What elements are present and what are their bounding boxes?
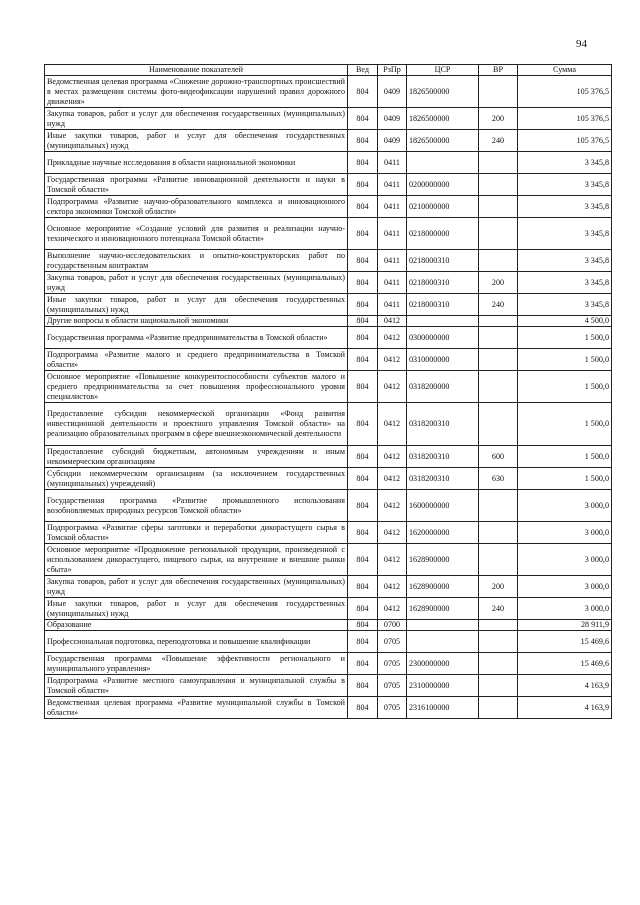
cell-rzpr: 0412: [378, 349, 407, 371]
cell-name: Подпрограмма «Развитие сферы заготовки и переработки дикорастущего сырья в Томской области»: [45, 522, 348, 544]
cell-vr: 630: [479, 468, 518, 490]
cell-csr: 0300000000: [407, 327, 479, 349]
cell-name: Иные закупки товаров, работ и услуг для обеспечения государственных (муниципальных) нужд: [45, 294, 348, 316]
table-row: [45, 294, 612, 316]
cell-sum: 3 000,0: [518, 490, 612, 522]
cell-rzpr: 0700: [378, 620, 407, 631]
cell-csr: 0200000000: [407, 174, 479, 196]
table-row: [45, 196, 612, 218]
cell-vr: 240: [479, 130, 518, 152]
cell-csr: 0218000310: [407, 250, 479, 272]
cell-csr: 0318200310: [407, 468, 479, 490]
cell-name: Подпрограмма «Развитие малого и среднего предпринимательства в Томской области»: [45, 349, 348, 371]
cell-csr: 2316100000: [407, 697, 479, 719]
table-row: [45, 598, 612, 620]
table-row: [45, 371, 612, 403]
cell-ved: 804: [348, 403, 378, 446]
cell-name: Иные закупки товаров, работ и услуг для обеспечения государственных (муниципальных) нужд: [45, 598, 348, 620]
cell-vr: [479, 327, 518, 349]
cell-name: Предоставление субсидий бюджетным, автономным учреждениям и иным некоммерческим организациям: [45, 446, 348, 468]
cell-sum: 105 376,5: [518, 130, 612, 152]
table-row: [45, 490, 612, 522]
cell-sum: 4 163,9: [518, 697, 612, 719]
cell-vr: [479, 316, 518, 327]
cell-csr: [407, 152, 479, 174]
cell-ved: 804: [348, 349, 378, 371]
header-vr: ВР: [479, 65, 518, 76]
cell-sum: 3 000,0: [518, 544, 612, 576]
table-row: [45, 174, 612, 196]
cell-sum: 3 000,0: [518, 522, 612, 544]
cell-vr: [479, 697, 518, 719]
cell-vr: [479, 152, 518, 174]
cell-name: Основное мероприятие «Повышение конкурентоспособности субъектов малого и среднего предпринимательства за счет повышения профессионального уровня специалистов»: [45, 371, 348, 403]
cell-sum: 4 500,0: [518, 316, 612, 327]
cell-rzpr: 0411: [378, 218, 407, 250]
cell-name: Закупка товаров, работ и услуг для обеспечения государственных (муниципальных) нужд: [45, 108, 348, 130]
cell-sum: 3 000,0: [518, 598, 612, 620]
cell-name: Подпрограмма «Развитие научно-образовательного комплекса и инновационного сектора экономики Томской области»: [45, 196, 348, 218]
cell-vr: [479, 653, 518, 675]
table-row: [45, 327, 612, 349]
cell-ved: 804: [348, 598, 378, 620]
cell-csr: [407, 620, 479, 631]
header-name: Наименование показателей: [45, 65, 348, 76]
cell-rzpr: 0705: [378, 631, 407, 653]
cell-name: Государственная программа «Повышение эффективности регионального и муниципального управления»: [45, 653, 348, 675]
cell-name: Иные закупки товаров, работ и услуг для обеспечения государственных (муниципальных) нужд: [45, 130, 348, 152]
table-row: [45, 108, 612, 130]
table-row: [45, 316, 612, 327]
table-row: [45, 218, 612, 250]
cell-vr: [479, 490, 518, 522]
table-row: [45, 631, 612, 653]
cell-ved: 804: [348, 316, 378, 327]
cell-name: Профессиональная подготовка, переподготовка и повышение квалификации: [45, 631, 348, 653]
cell-sum: 105 376,5: [518, 76, 612, 108]
cell-csr: 1600000000: [407, 490, 479, 522]
cell-ved: 804: [348, 446, 378, 468]
cell-name: Закупка товаров, работ и услуг для обеспечения государственных (муниципальных) нужд: [45, 272, 348, 294]
cell-vr: [479, 544, 518, 576]
cell-sum: 105 376,5: [518, 108, 612, 130]
cell-ved: 804: [348, 272, 378, 294]
cell-csr: 1620000000: [407, 522, 479, 544]
header-ved: Вед: [348, 65, 378, 76]
table-row: [45, 130, 612, 152]
cell-vr: [479, 403, 518, 446]
cell-vr: 200: [479, 576, 518, 598]
cell-csr: 2310000000: [407, 675, 479, 697]
cell-sum: 15 469,6: [518, 631, 612, 653]
cell-rzpr: 0411: [378, 196, 407, 218]
cell-ved: 804: [348, 653, 378, 675]
cell-csr: 0218000310: [407, 294, 479, 316]
cell-name: Основное мероприятие «Создание условий для развития и реализации научно-технического и инновационного потенциала Томской области»: [45, 218, 348, 250]
cell-ved: 804: [348, 371, 378, 403]
cell-rzpr: 0705: [378, 675, 407, 697]
cell-name: Прикладные научные исследования в области национальной экономики: [45, 152, 348, 174]
cell-rzpr: 0412: [378, 490, 407, 522]
cell-vr: 200: [479, 108, 518, 130]
cell-name: Подпрограмма «Развитие местного самоуправления и муниципальной службы в Томской области»: [45, 675, 348, 697]
page-number: 94: [576, 38, 587, 50]
cell-vr: [479, 174, 518, 196]
table-row: [45, 250, 612, 272]
table-row: [45, 403, 612, 446]
cell-vr: [479, 631, 518, 653]
table-row: [45, 544, 612, 576]
cell-vr: [479, 250, 518, 272]
cell-rzpr: 0409: [378, 130, 407, 152]
cell-ved: 804: [348, 250, 378, 272]
cell-name: Выполнение научно-исследовательских и опытно-конструкторских работ по государственным контрактам: [45, 250, 348, 272]
cell-csr: 0210000000: [407, 196, 479, 218]
cell-ved: 804: [348, 697, 378, 719]
cell-csr: 1628900000: [407, 576, 479, 598]
cell-rzpr: 0412: [378, 316, 407, 327]
cell-sum: 3 345,8: [518, 152, 612, 174]
cell-name: Закупка товаров, работ и услуг для обеспечения государственных (муниципальных) нужд: [45, 576, 348, 598]
cell-ved: 804: [348, 490, 378, 522]
table-row: [45, 152, 612, 174]
cell-ved: 804: [348, 620, 378, 631]
cell-name: Государственная программа «Развитие предпринимательства в Томской области»: [45, 327, 348, 349]
cell-name: Ведомственная целевая программа «Снижение дорожно-транспортных происшествий в местах размещения системы фото-видеофиксации нарушений правил дорожного движения»: [45, 76, 348, 108]
cell-ved: 804: [348, 196, 378, 218]
cell-vr: [479, 620, 518, 631]
cell-name: Предоставление субсидии некоммерческой организации «Фонд развития инвестиционной деятельности и проектного управления Томской области» на реализацию образовательных программ в сфере внешнеэкономической деятельности: [45, 403, 348, 446]
header-csr: ЦСР: [407, 65, 479, 76]
cell-name: Государственная программа «Развитие инновационной деятельности и науки в Томской области»: [45, 174, 348, 196]
table-row: [45, 576, 612, 598]
cell-rzpr: 0412: [378, 598, 407, 620]
cell-csr: 0318200310: [407, 403, 479, 446]
cell-csr: [407, 631, 479, 653]
cell-rzpr: 0412: [378, 403, 407, 446]
cell-csr: 1628900000: [407, 598, 479, 620]
cell-sum: 3 345,8: [518, 218, 612, 250]
cell-rzpr: 0409: [378, 76, 407, 108]
cell-ved: 804: [348, 522, 378, 544]
budget-table: [44, 64, 612, 719]
cell-name: Образование: [45, 620, 348, 631]
table-row: [45, 620, 612, 631]
cell-ved: 804: [348, 76, 378, 108]
cell-sum: 3 345,8: [518, 196, 612, 218]
cell-ved: 804: [348, 294, 378, 316]
cell-sum: 28 911,9: [518, 620, 612, 631]
cell-sum: 4 163,9: [518, 675, 612, 697]
cell-csr: 0218000000: [407, 218, 479, 250]
table-row: [45, 272, 612, 294]
cell-sum: 15 469,6: [518, 653, 612, 675]
cell-vr: [479, 349, 518, 371]
cell-vr: [479, 522, 518, 544]
table-header-row: [45, 65, 612, 76]
cell-rzpr: 0705: [378, 697, 407, 719]
table-row: [45, 349, 612, 371]
cell-name: Государственная программа «Развитие промышленного использования возобновляемых природных ресурсов Томской области»: [45, 490, 348, 522]
cell-rzpr: 0412: [378, 327, 407, 349]
cell-vr: 600: [479, 446, 518, 468]
cell-vr: 240: [479, 598, 518, 620]
cell-vr: 240: [479, 294, 518, 316]
table-row: [45, 675, 612, 697]
cell-csr: 1826500000: [407, 108, 479, 130]
cell-sum: 1 500,0: [518, 468, 612, 490]
cell-csr: 0218000310: [407, 272, 479, 294]
cell-vr: [479, 675, 518, 697]
cell-ved: 804: [348, 108, 378, 130]
cell-csr: 1826500000: [407, 76, 479, 108]
cell-ved: 804: [348, 675, 378, 697]
table-row: [45, 522, 612, 544]
cell-rzpr: 0412: [378, 576, 407, 598]
cell-vr: 200: [479, 272, 518, 294]
cell-ved: 804: [348, 544, 378, 576]
cell-csr: [407, 316, 479, 327]
cell-rzpr: 0411: [378, 250, 407, 272]
cell-sum: 1 500,0: [518, 446, 612, 468]
cell-vr: [479, 218, 518, 250]
cell-rzpr: 0412: [378, 371, 407, 403]
cell-rzpr: 0411: [378, 294, 407, 316]
cell-csr: 1628900000: [407, 544, 479, 576]
cell-sum: 3 345,8: [518, 294, 612, 316]
cell-ved: 804: [348, 468, 378, 490]
cell-name: Другие вопросы в области национальной экономики: [45, 316, 348, 327]
table-row: [45, 697, 612, 719]
cell-vr: [479, 76, 518, 108]
cell-ved: 804: [348, 130, 378, 152]
cell-rzpr: 0412: [378, 522, 407, 544]
cell-sum: 3 345,8: [518, 250, 612, 272]
cell-name: Ведомственная целевая программа «Развитие муниципальной службы в Томской области»: [45, 697, 348, 719]
cell-ved: 804: [348, 576, 378, 598]
cell-sum: 1 500,0: [518, 349, 612, 371]
cell-sum: 1 500,0: [518, 371, 612, 403]
cell-ved: 804: [348, 174, 378, 196]
cell-sum: 1 500,0: [518, 403, 612, 446]
cell-ved: 804: [348, 152, 378, 174]
cell-rzpr: 0412: [378, 468, 407, 490]
table-row: [45, 76, 612, 108]
cell-csr: 0318200310: [407, 446, 479, 468]
cell-csr: 1826500000: [407, 130, 479, 152]
cell-rzpr: 0412: [378, 446, 407, 468]
cell-rzpr: 0411: [378, 174, 407, 196]
header-sum: Сумма: [518, 65, 612, 76]
cell-rzpr: 0705: [378, 653, 407, 675]
cell-rzpr: 0409: [378, 108, 407, 130]
cell-name: Основное мероприятие «Продвижение региональной продукции, произведенной с использованием дикорастущего, пищевого сырья, на внутренние и внешние рынки сбыта»: [45, 544, 348, 576]
cell-sum: 3 345,8: [518, 174, 612, 196]
table-row: [45, 468, 612, 490]
cell-sum: 1 500,0: [518, 327, 612, 349]
table-row: [45, 653, 612, 675]
cell-ved: 804: [348, 327, 378, 349]
cell-rzpr: 0411: [378, 152, 407, 174]
cell-rzpr: 0411: [378, 272, 407, 294]
cell-ved: 804: [348, 631, 378, 653]
cell-csr: 0310000000: [407, 349, 479, 371]
cell-sum: 3 000,0: [518, 576, 612, 598]
cell-vr: [479, 371, 518, 403]
cell-csr: 2300000000: [407, 653, 479, 675]
cell-ved: 804: [348, 218, 378, 250]
cell-csr: 0318200000: [407, 371, 479, 403]
table-row: [45, 446, 612, 468]
header-rzpr: РзПр: [378, 65, 407, 76]
cell-rzpr: 0412: [378, 544, 407, 576]
cell-name: Субсидии некоммерческим организациям (за исключением государственных (муниципальных) учреждений): [45, 468, 348, 490]
cell-sum: 3 345,8: [518, 272, 612, 294]
cell-vr: [479, 196, 518, 218]
